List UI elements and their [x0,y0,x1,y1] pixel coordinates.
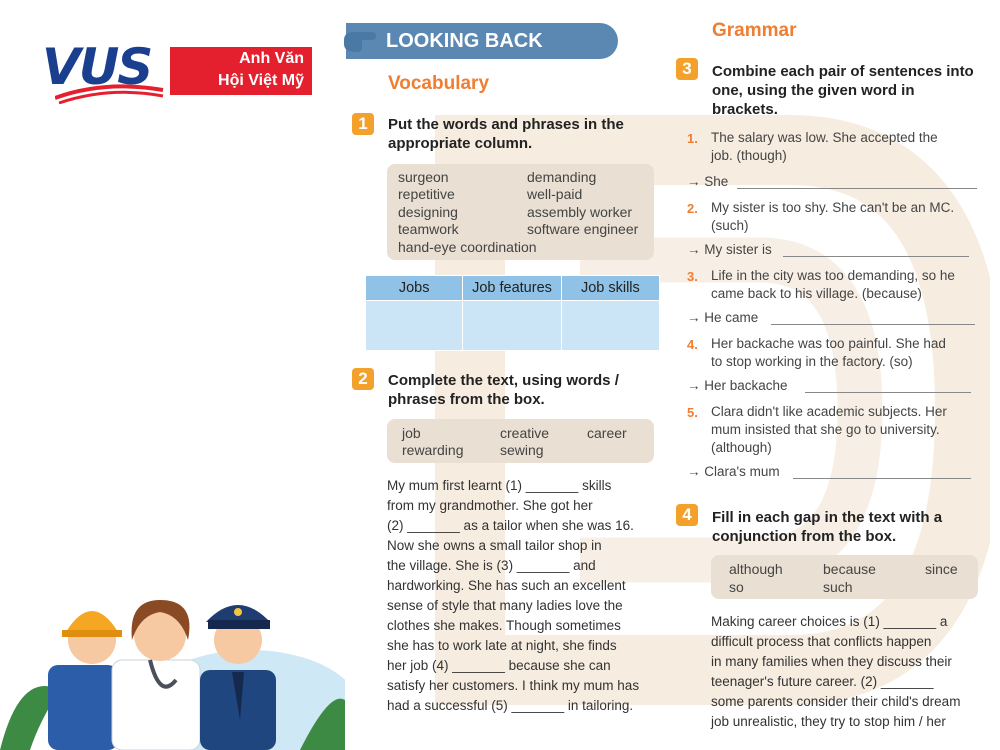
item-line: mum insisted that she go to university. [711,422,940,437]
text-line: hardworking. She has such an excellent [387,578,626,593]
text-line: (2) _______ as a tailor when she was 16. [387,518,634,533]
item-line: to stop working in the factory. (so) [711,354,913,369]
text-line: had a successful (5) _______ in tailoring. [387,698,634,713]
text-line: difficult process that conflicts happen [711,634,932,649]
answer-prompt: → My sister is [687,242,772,257]
item-line: Clara didn't like academic subjects. Her [711,404,947,419]
exercise-3-instruction: Combine each pair of sentences into one, using the given word in brackets. [712,63,974,118]
exercise-1-instruction: Put the words and phrases in the appropriate column. [388,116,624,152]
exercise-2-number: 2 [352,368,374,390]
vocabulary-title: Vocabulary [388,73,490,94]
word-item: so [729,579,744,595]
exercise-1-word-box [387,164,654,260]
word-item: repetitive [398,186,455,202]
item-number: 1. [687,131,698,146]
table-header-job-features: Job features [463,276,561,301]
word-item: well-paid [527,186,583,202]
item-line: job. (though) [711,148,787,163]
exercise-3-number: 3 [676,58,698,80]
text-line: the village. She is (3) _______ and [387,558,596,573]
text-line: clothes she makes. Though sometimes [387,618,621,633]
text-line: sense of style that many ladies love the [387,598,623,613]
word-item: demanding [527,169,597,185]
text-line: from my grandmother. She got her [387,498,593,513]
word-item: software engineer [527,221,639,237]
table-cell-job-skills[interactable] [561,301,659,351]
exercise-2-instruction: Complete the text, using words / phrases from the box. [388,372,619,408]
exercise-2-word-box [387,419,654,463]
item-text [711,267,955,303]
text-line: Making career choices is (1) _______ a [711,614,948,629]
word-item: teamwork [398,221,459,237]
pointing-hand-icon [342,30,376,52]
word-item: sewing [500,442,544,458]
exercise-1-number: 1 [352,113,374,135]
item-number: 2. [687,201,698,216]
text-line: My mum first learnt (1) _______ skills [387,478,612,493]
word-item: although [729,561,783,577]
workers-illustration [0,560,345,750]
answer-prompt: → Her backache [687,378,788,393]
logo-line-1: Anh Văn [239,50,304,67]
job-categories-table [365,275,660,351]
word-item: such [823,579,853,595]
table-cell-job-features[interactable] [463,301,561,351]
logo-swoosh-icon [55,84,165,104]
logo-line-2: Hội Việt Mỹ [218,72,304,89]
answer-prompt: → Clara's mum [687,464,780,479]
text-line: in many families when they discuss their [711,654,952,669]
text-line: job unrealistic, they try to stop him / her [711,714,946,729]
text-line: satisfy her customers. I think my mum has [387,678,640,693]
item-line: (such) [711,218,749,233]
word-item: creative [500,425,550,441]
word-item: designing [398,204,458,220]
answer-line[interactable] [783,256,969,257]
table-cell-jobs[interactable] [366,301,463,351]
text-line: some parents consider their child's dream [711,694,961,709]
exercise-2-text [387,476,667,716]
exercise-4-word-box [711,555,978,599]
grammar-title: Grammar [712,20,797,41]
item-line: Her backache was too painful. She had [711,336,946,351]
word-item: career [587,425,627,441]
word-item: surgeon [398,169,449,185]
text-line: teenager's future career. (2) _______ [711,674,934,689]
text-line: Now she owns a small tailor shop in [387,538,602,553]
answer-line[interactable] [793,478,971,479]
table-header-job-skills: Job skills [561,276,659,301]
item-line: (although) [711,440,772,455]
item-line: My sister is too shy. She can't be an MC. [711,200,955,215]
item-line: The salary was low. She accepted the [711,130,938,145]
word-item: rewarding [402,442,464,458]
word-item: job [402,425,421,441]
item-text [711,335,946,371]
item-line: came back to his village. (because) [711,286,922,301]
text-line: she has to work late at night, she finds [387,638,617,653]
item-text [711,199,954,235]
answer-line[interactable] [771,324,975,325]
item-text [711,129,938,165]
word-item: hand-eye coordination [398,239,537,255]
answer-line[interactable] [805,392,971,393]
word-item: since [925,561,958,577]
item-number: 5. [687,405,698,420]
item-number: 4. [687,337,698,352]
text-line: her job (4) _______ because she can [387,658,611,673]
vus-logo: VUS [42,38,152,96]
item-line: Life in the city was too demanding, so he [711,268,955,283]
answer-prompt: → He came [687,310,759,325]
exercise-4-text [711,612,996,732]
looking-back-banner: LOOKING BACK [346,23,618,59]
word-item: because [823,561,876,577]
item-text [711,403,947,457]
table-header-jobs: Jobs [366,276,463,301]
logo-tagline [170,47,312,95]
exercise-4-number: 4 [676,504,698,526]
exercise-4-instruction: Fill in each gap in the text with a conjunction from the box. [712,509,943,545]
word-item: assembly worker [527,204,633,220]
answer-line[interactable] [737,188,977,189]
answer-prompt: → She [687,174,729,189]
item-number: 3. [687,269,698,284]
